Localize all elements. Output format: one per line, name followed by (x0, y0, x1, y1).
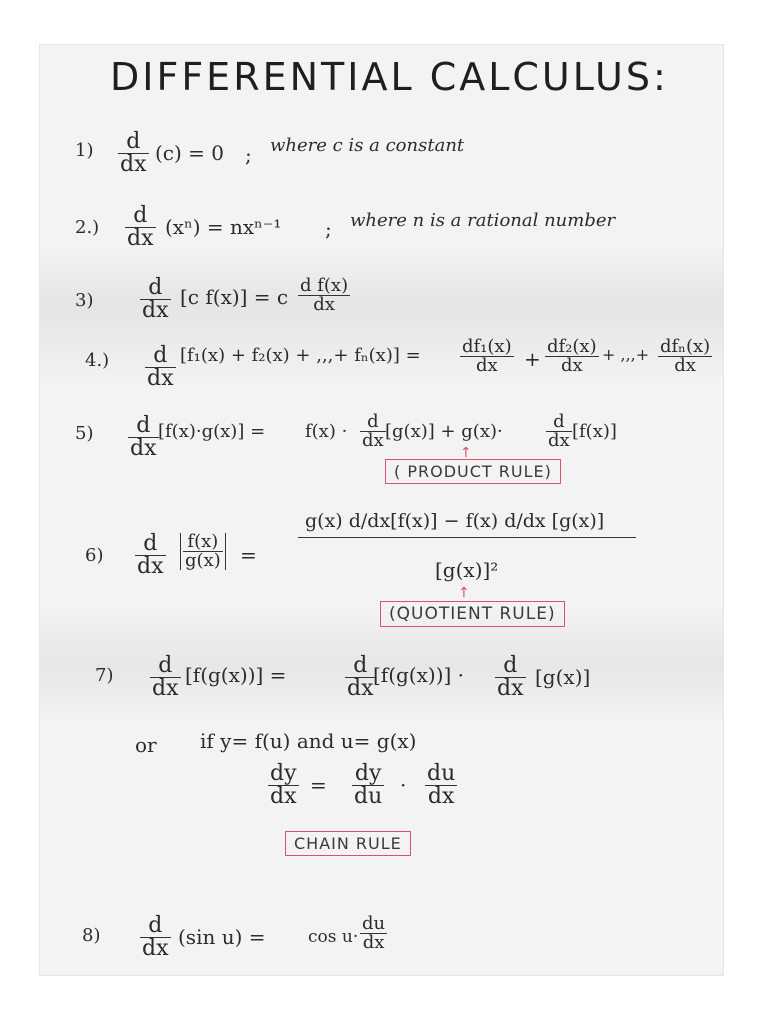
cos-term: cos u· (308, 927, 359, 947)
rule-number: 7) (95, 665, 114, 686)
rule-expression: [f(x)·g(x)] = (158, 421, 266, 442)
arrow-up-icon: ↑ (458, 585, 470, 601)
dot-operator: · (400, 773, 407, 797)
derivative-operator: $\frac{d}{dx}$ (142, 913, 169, 961)
derivative-fraction: $\frac{\text{df₂(x)}}{dx}$ (547, 336, 597, 376)
derivative-fraction: $\frac{du}{dx}$ (362, 913, 386, 953)
or-label: or (135, 733, 157, 757)
chain-condition: if y= f(u) and u= g(x) (200, 729, 417, 753)
equals-sign: = (240, 543, 257, 567)
derivative-operator: $\frac{d}{dx}$ (497, 653, 524, 701)
derivative-operator: $\frac{d}{dx}$ (548, 411, 570, 451)
rule-number: 4.) (85, 350, 110, 371)
chain-rule-label: CHAIN RULE (285, 831, 411, 856)
derivative-operator: $\frac{d}{dx}$ (142, 275, 169, 323)
rule-note: where c is a constant (270, 135, 465, 156)
fraction-bar (298, 537, 636, 538)
chain-middle: [f(g(x))] · (373, 663, 465, 687)
notes-page (40, 45, 723, 975)
equals-sign: = (310, 773, 327, 797)
product-middle: [g(x)] + g(x)· (385, 421, 503, 442)
derivative-operator: $\frac{d}{dx}$ (362, 411, 384, 451)
product-rule-label: ( PRODUCT RULE) (385, 459, 561, 484)
rule-expression: (xⁿ) = nxⁿ⁻¹ (165, 215, 282, 239)
product-end: [f(x)] (572, 421, 617, 442)
derivative-operator: $\frac{d}{dx}$ (347, 653, 374, 701)
derivative-operator: $\frac{d}{dx}$ (137, 531, 164, 579)
rule-number: 2.) (75, 217, 100, 238)
separator: ; (325, 217, 332, 241)
derivative-fraction: $\frac{\text{df₁(x)}}{dx}$ (462, 336, 512, 376)
derivative-fraction: $\frac{dy}{du}$ (354, 761, 383, 809)
separator: ; (245, 143, 252, 167)
quotient-denominator: [g(x)]² (435, 558, 499, 582)
rule-expression: (sin u) = (178, 925, 266, 949)
derivative-fraction: dfₙ(x) dx (660, 336, 711, 376)
rule-number: 1) (75, 140, 94, 161)
quotient-fraction: $\frac{f(x)}{g(x)}$ (180, 533, 226, 570)
page-title: DIFFERENTIAL CALCULUS: (110, 55, 669, 99)
rule-expression: [c f(x)] = c (180, 285, 289, 309)
derivative-fraction: $\frac{dy}{dx}$ (270, 761, 297, 809)
rule-expression: [f(g(x))] = (185, 663, 287, 687)
rule-number: 5) (75, 423, 94, 444)
derivative-fraction: $\frac{du}{dx}$ (427, 761, 456, 809)
rule-note: where n is a rational number (350, 210, 616, 231)
derivative-operator: $\frac{d}{dx}$ (130, 413, 157, 461)
chain-end: [g(x)] (535, 665, 591, 689)
derivative-operator: $\frac{d}{dx}$ (147, 343, 174, 391)
derivative-operator: $\frac{d}{dx}$ (120, 129, 147, 177)
rule-number: 3) (75, 290, 94, 311)
rule-expression: [f₁(x) + f₂(x) + ,,,+ fₙ(x)] = (180, 345, 421, 366)
rule-expression: (c) = 0 (155, 141, 225, 165)
ellipsis-terms: + ,,,+ (602, 345, 650, 364)
rule-number: 6) (85, 545, 104, 566)
derivative-operator: $\frac{d}{dx}$ (152, 653, 179, 701)
rule-number: 8) (82, 925, 101, 946)
quotient-rule-label: (QUOTIENT RULE) (380, 601, 565, 627)
derivative-fraction: $\frac{\text{d f(x)}}{dx}$ (300, 275, 349, 315)
derivative-operator: $\frac{d}{dx}$ (127, 203, 154, 251)
quotient-numerator: g(x) d/dx[f(x)] − f(x) d/dx [g(x)] (305, 510, 605, 532)
product-left: f(x) · (305, 421, 348, 442)
arrow-up-icon: ↑ (460, 445, 472, 461)
plus-sign: + (524, 347, 541, 371)
